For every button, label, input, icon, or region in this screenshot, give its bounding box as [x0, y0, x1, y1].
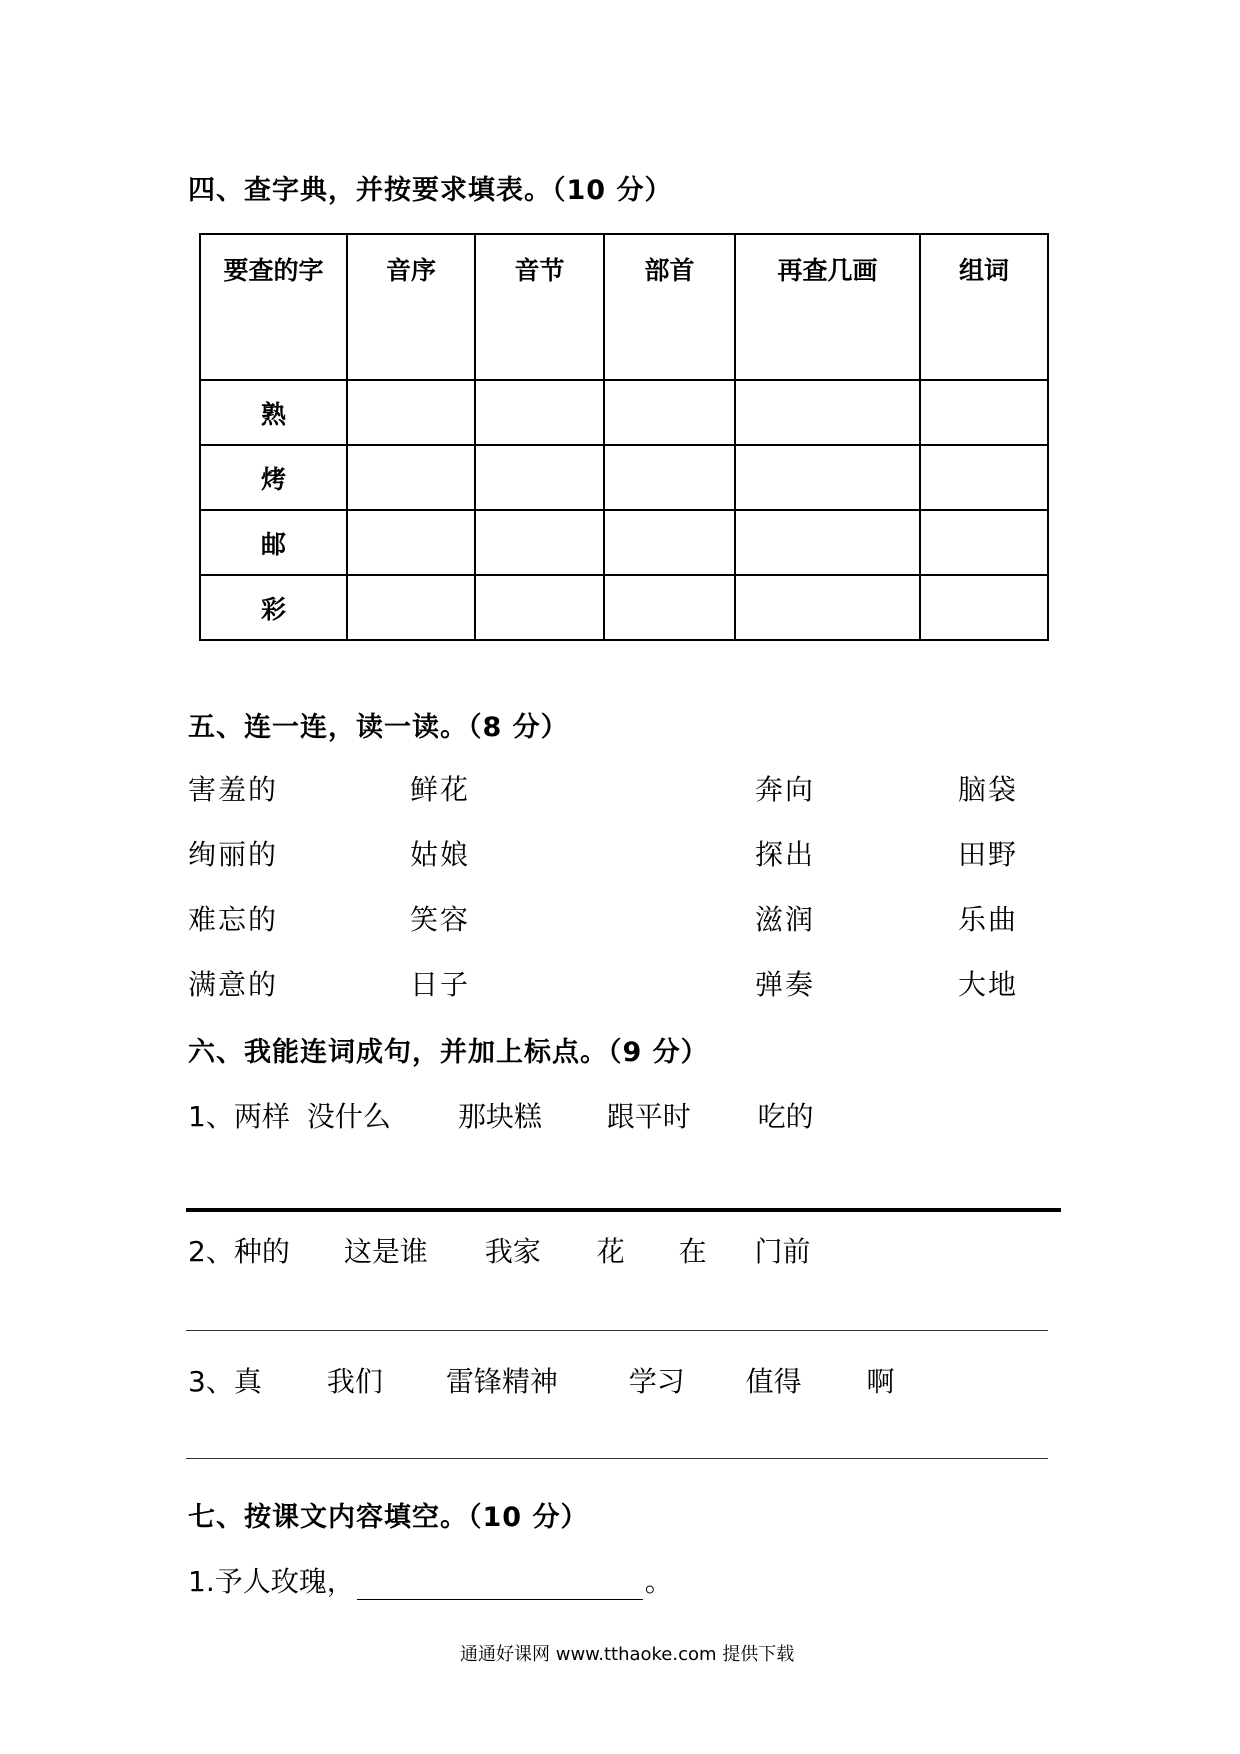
table-row [200, 510, 1048, 575]
word-chip: 啊 [866, 1365, 895, 1398]
word-chip: 门前 [754, 1235, 811, 1268]
answer-cell[interactable] [475, 510, 604, 575]
match-word: 日子 [410, 968, 471, 1001]
answer-line[interactable] [186, 1458, 1048, 1459]
column-header: 音节 [475, 234, 604, 380]
footer-text: 通通好课网 www.tthaoke.com 提供下载 [460, 1644, 795, 1665]
answer-cell[interactable] [920, 575, 1048, 640]
answer-cell[interactable] [735, 445, 920, 510]
match-word: 探出 [755, 838, 816, 871]
match-word: 奔向 [755, 773, 816, 806]
fill-blank[interactable] [357, 1569, 643, 1600]
match-word: 满意的 [188, 968, 279, 1001]
table-row [200, 575, 1048, 640]
answer-cell[interactable] [604, 575, 735, 640]
sentence-item-1 [188, 1095, 814, 1135]
word-chip: 雷锋精神 [445, 1365, 558, 1398]
section4-heading: 四、查字典，并按要求填表。（10 分） [188, 175, 673, 206]
word-chip: 那块糕 [457, 1100, 542, 1133]
sentence-item-2 [188, 1230, 811, 1270]
answer-cell[interactable] [347, 445, 475, 510]
fill-item-1 [188, 1560, 673, 1600]
dictionary-table [199, 233, 1049, 641]
answer-cell[interactable] [735, 510, 920, 575]
match-word: 大地 [958, 968, 1019, 1001]
lookup-char: 烤 [200, 445, 347, 510]
answer-cell[interactable] [604, 380, 735, 445]
lookup-char: 邮 [200, 510, 347, 575]
match-word: 脑袋 [958, 773, 1019, 806]
match-word: 乐曲 [958, 903, 1019, 936]
answer-cell[interactable] [347, 575, 475, 640]
word-chip: 我们 [326, 1365, 383, 1398]
lookup-char: 彩 [200, 575, 347, 640]
column-header: 再查几画 [735, 234, 920, 380]
word-chip: 2、种的 [188, 1235, 290, 1268]
match-word: 姑娘 [410, 838, 471, 871]
column-header: 组词 [920, 234, 1048, 380]
word-chip: 3、真 [188, 1365, 262, 1398]
answer-cell[interactable] [735, 575, 920, 640]
word-chip: 跟平时 [606, 1100, 691, 1133]
word-chip: 花 [596, 1235, 625, 1268]
answer-cell[interactable] [604, 445, 735, 510]
answer-line[interactable] [186, 1330, 1048, 1331]
section6-heading: 六、我能连词成句，并加上标点。（9 分） [188, 1037, 709, 1068]
answer-cell[interactable] [475, 445, 604, 510]
answer-cell[interactable] [920, 380, 1048, 445]
section7-heading: 七、按课文内容填空。（10 分） [188, 1502, 589, 1533]
table-row [200, 445, 1048, 510]
match-word: 弹奏 [755, 968, 816, 1001]
match-word: 滋润 [755, 903, 816, 936]
match-word: 绚丽的 [188, 838, 279, 871]
table-header-row [200, 234, 1048, 380]
answer-cell[interactable] [735, 380, 920, 445]
match-word: 笑容 [410, 903, 471, 936]
answer-cell[interactable] [347, 380, 475, 445]
column-header: 部首 [604, 234, 735, 380]
match-word: 难忘的 [188, 903, 279, 936]
sentence-item-3 [188, 1360, 895, 1400]
word-chip: 吃的 [757, 1100, 814, 1133]
match-word: 鲜花 [410, 773, 471, 806]
table-row [200, 380, 1048, 445]
column-header: 音序 [347, 234, 475, 380]
fill-prefix: 1.予人玫瑰， [188, 1565, 355, 1598]
word-chip: 1、两样 [188, 1100, 290, 1133]
answer-line[interactable] [186, 1208, 1061, 1212]
word-chip: 这是谁 [343, 1235, 428, 1268]
answer-cell[interactable] [475, 575, 604, 640]
match-word: 害羞的 [188, 773, 279, 806]
answer-cell[interactable] [475, 380, 604, 445]
match-word: 田野 [958, 838, 1019, 871]
answer-cell[interactable] [604, 510, 735, 575]
answer-cell[interactable] [920, 510, 1048, 575]
word-chip: 值得 [745, 1365, 802, 1398]
section5-heading: 五、连一连，读一读。（8 分） [188, 712, 569, 743]
fill-suffix: 。 [644, 1565, 673, 1598]
word-chip: 没什么 [306, 1100, 391, 1133]
answer-cell[interactable] [347, 510, 475, 575]
lookup-char: 熟 [200, 380, 347, 445]
word-chip: 学习 [628, 1365, 685, 1398]
column-header: 要查的字 [200, 234, 347, 380]
answer-cell[interactable] [920, 445, 1048, 510]
word-chip: 在 [678, 1235, 707, 1268]
word-chip: 我家 [484, 1235, 541, 1268]
